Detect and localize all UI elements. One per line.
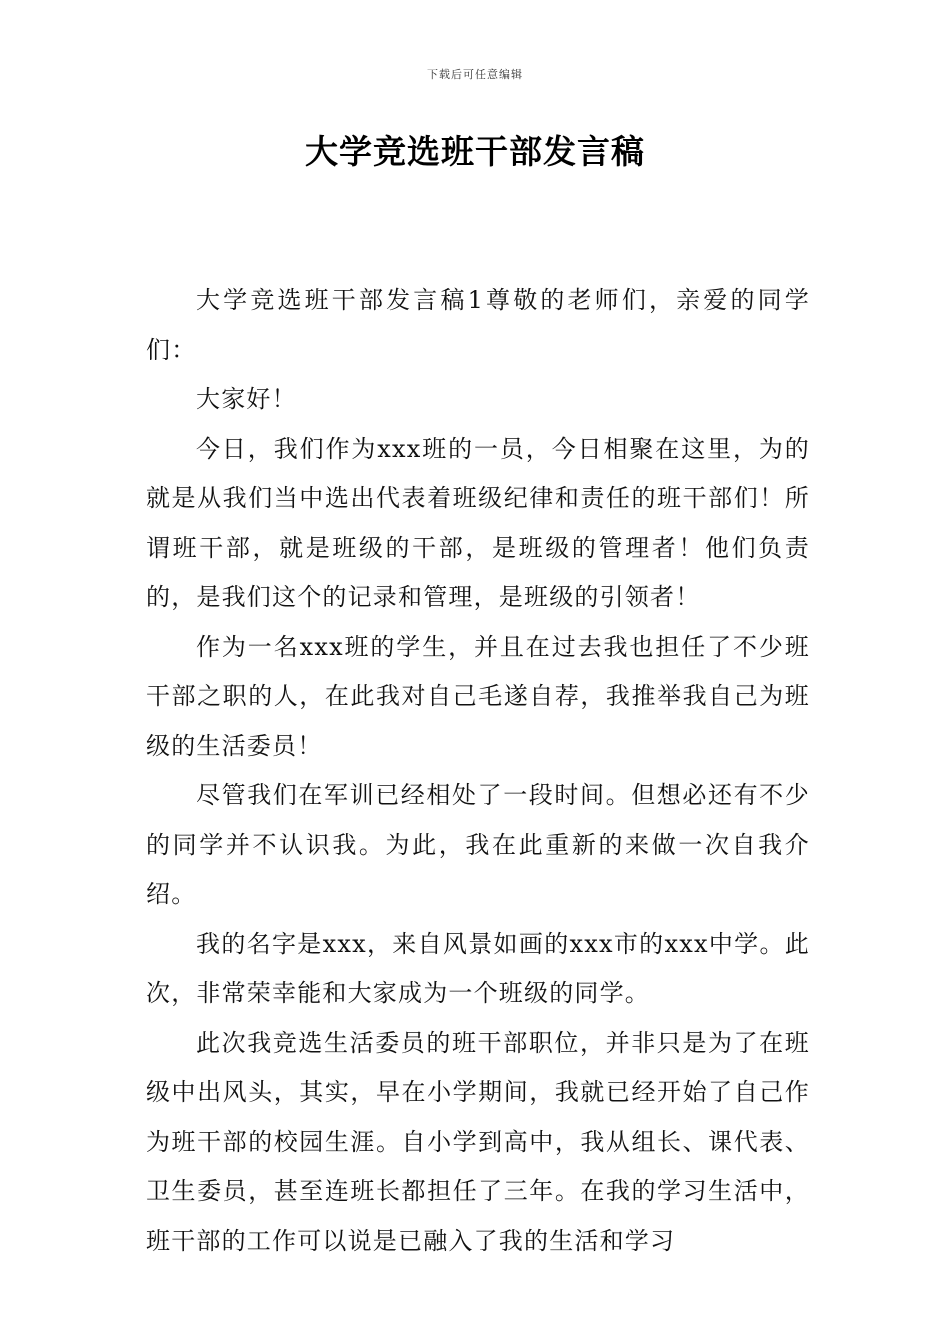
- page-header-note: 下载后可任意编辑: [427, 68, 523, 81]
- paragraph-experience: 此次我竞选生活委员的班干部职位，并非只是为了在班级中出风头，其实，早在小学期间，我就已经开始了自己作为班干部的校园生涯。自小学到高中，我从组长、课代表、卫生委员，甚至连班长都担任了三年。在我的学习生活中，班干部的工作可以说是已融入了我的生活和学习: [146, 1028, 810, 1255]
- paragraph-hello: 大家好！: [196, 385, 297, 413]
- document-title: 大学竞选班干部发言稿: [305, 132, 645, 171]
- paragraph-intro: 今日，我们作为xxx班的一员，今日相聚在这里，为的就是从我们当中选出代表着班级纪律和责任的班干部们！所谓班干部，就是班级的干部，是班级的管理者！他们负责的，是我们这个的记录和管理，是班级的引领者！: [146, 434, 810, 611]
- document-body: [146, 276, 810, 1266]
- paragraph-name: 我的名字是xxx，来自风景如画的xxx市的xxx中学。此次，非常荣幸能和大家成为一个班级的同学。: [146, 929, 810, 1007]
- paragraph-reintroduce: 尽管我们在军训已经相处了一段时间。但想必还有不少的同学并不认识我。为此，我在此重新的来做一次自我介绍。: [146, 781, 810, 908]
- paragraph-self-nomination: 作为一名xxx班的学生，并且在过去我也担任了不少班干部之职的人，在此我对自己毛遂自荐，我推举我自己为班级的生活委员！: [146, 632, 810, 760]
- paragraph-greeting: 大学竞选班干部发言稿1尊敬的老师们，亲爱的同学们：: [146, 286, 810, 364]
